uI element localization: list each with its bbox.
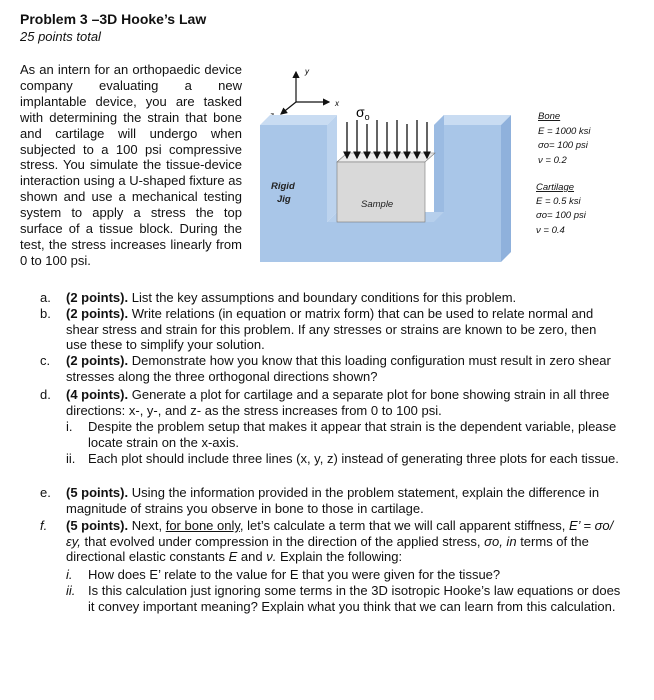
bone-modulus: E = 1000 ksi	[538, 126, 591, 137]
sigma-o-symbol: σo, in	[484, 533, 517, 549]
bone-poisson: ν = 0.2	[538, 155, 567, 166]
sample-block	[337, 153, 435, 222]
question-text: and	[240, 549, 263, 565]
question-d	[40, 387, 620, 418]
question-d-sub-i	[66, 419, 622, 450]
sub-label: ii.	[66, 583, 76, 598]
question-b	[40, 306, 620, 353]
question-text: List the key assumptions and boundary conditions for this problem.	[131, 290, 517, 305]
sub-text: Is this calculation just ignoring some terms in the 3D isotropic Hooke’s law equations or does it convey important meaning? Explain what you think that we can learn from this calculation.	[88, 583, 621, 614]
problem-intro: As an intern for an orthopaedic device company evaluating a new implantable device, you are tasked with determining the strain that bone and cartilage will undergo when subjected to a 100 psi compressive stress. You simulate the tissue-device interaction using a U-shaped fixture as shown and use a mechanical testing system to apply a stress the top surface of a tissue block. During the test, the stress increases linearly from 0 to 100 psi.	[20, 62, 242, 268]
points-total: 25 points total	[20, 29, 101, 44]
question-label: c.	[40, 353, 51, 368]
question-e	[40, 485, 620, 516]
question-text: Demonstrate how you know that this loading configuration must result in zero shear stresses along the three orthogonal directions shown?	[66, 353, 611, 384]
fixture-diagram	[255, 62, 650, 282]
question-a	[40, 290, 620, 306]
bone-only-underline: for bone only	[165, 518, 240, 533]
cartilage-modulus: E = 0.5 ksi	[536, 196, 581, 207]
question-label: d.	[40, 387, 51, 402]
sub-label: ii.	[66, 451, 76, 466]
axis-x-label: x	[335, 99, 339, 108]
question-points: (5 points).	[66, 518, 129, 533]
cartilage-stress: σo= 100 psi	[536, 210, 586, 221]
axis-y-label: y	[305, 67, 309, 76]
axes-icon	[281, 72, 329, 114]
question-text: Using the information provided in the problem statement, explain the difference in magnitude of strains you observe in bone to those in cartilage.	[66, 485, 600, 516]
question-f	[40, 518, 620, 565]
question-text: Generate a plot for cartilage and a separate plot for bone showing strain in all three directions: x-, y-, and z- as the stress increases from 0 to 100 psi.	[66, 387, 610, 418]
question-f-sub-i	[66, 567, 622, 583]
nu-symbol: ν.	[266, 549, 277, 565]
rigid-jig-label-2: Jig	[277, 194, 291, 205]
question-d-sub-ii	[66, 451, 622, 467]
cartilage-heading: Cartilage	[536, 182, 575, 193]
question-points: (5 points).	[66, 485, 129, 500]
rigid-jig-label-1: Rigid	[271, 181, 295, 192]
sample-label: Sample	[361, 199, 394, 210]
question-c	[40, 353, 620, 384]
sub-text: Despite the problem setup that makes it appear that strain is the dependent variable, please locate strain on the x-axis.	[88, 419, 617, 450]
sigma-o-label: $\sigma_o$	[356, 104, 370, 122]
question-label: e.	[40, 485, 51, 500]
e-symbol: E	[228, 549, 238, 565]
question-text: Next,	[131, 518, 163, 533]
bone-heading: Bone	[538, 111, 561, 122]
sub-text: How does E’ relate to the value for E that you were given for the tissue?	[88, 567, 501, 582]
fixture-figure	[255, 62, 650, 282]
question-points: (2 points).	[66, 290, 129, 305]
cartilage-poisson: ν = 0.4	[536, 225, 565, 236]
question-f-sub-ii	[66, 583, 622, 614]
question-points: (4 points).	[66, 387, 129, 402]
question-points: (2 points).	[66, 353, 129, 368]
question-text: , let’s calculate a term that we will call apparent stiffness,	[239, 518, 566, 533]
question-label: b.	[40, 306, 51, 321]
question-label: f.	[40, 518, 48, 533]
apparent-stiffness-formula: E’ = σo/εy,	[66, 518, 614, 549]
sub-label: i.	[66, 567, 73, 582]
question-text: Write relations (in equation or matrix form) that can be used to relate normal and shear stress and strain for this problem. If any stresses or strains are known to be zero, then use these to simplify your solution.	[66, 306, 597, 353]
bone-stress: σo= 100 psi	[538, 140, 588, 151]
problem-title: Problem 3 –3D Hooke’s Law	[20, 11, 207, 27]
question-text: terms of the directional elastic constants	[66, 533, 589, 565]
sub-text: Each plot should include three lines (x, y, z) instead of generating three plots for each tissue.	[88, 451, 619, 466]
question-points: (2 points).	[66, 306, 129, 321]
load-arrows	[347, 120, 427, 158]
sub-label: i.	[66, 419, 73, 434]
question-text: Explain the following:	[279, 549, 403, 565]
question-label: a.	[40, 290, 51, 305]
question-text: that evolved under compression in the direction of the applied stress,	[84, 533, 481, 549]
